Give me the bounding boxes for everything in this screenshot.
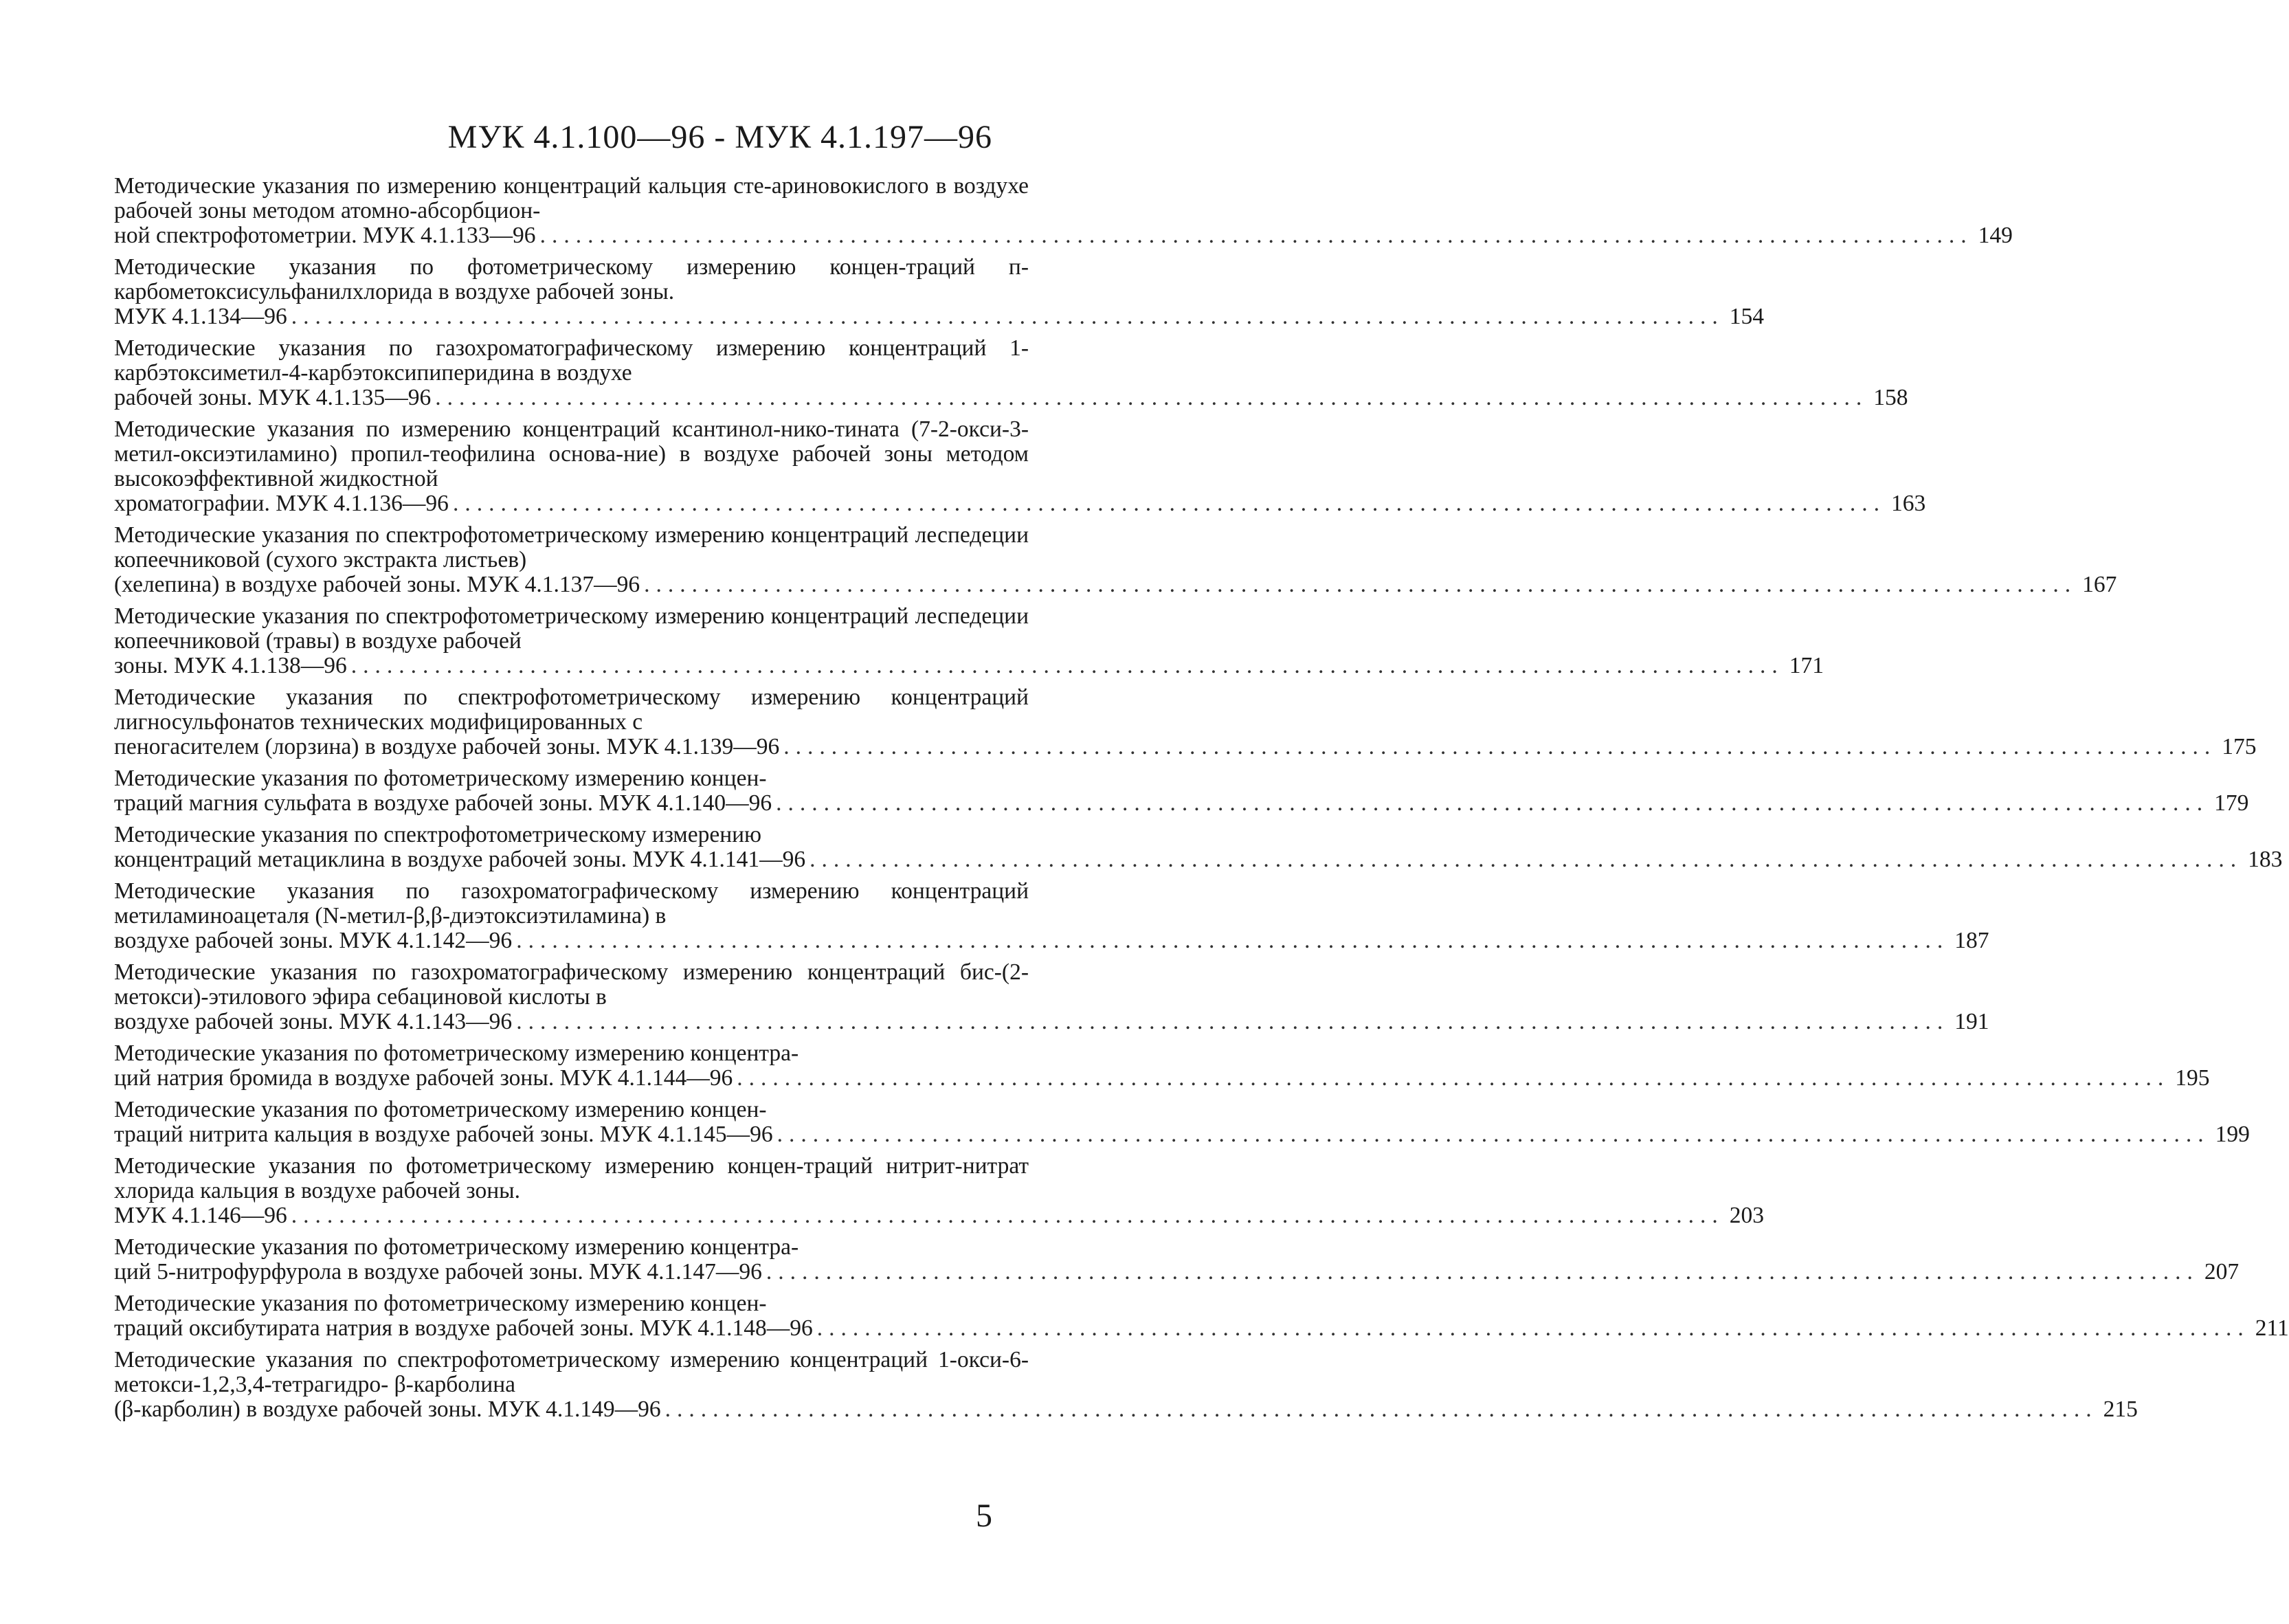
toc-entry-page: 179: [2214, 790, 2249, 816]
toc-entry-code: траций нитрита кальция в воздухе рабочей зоны. МУК 4.1.145—96: [114, 1122, 773, 1147]
dot-leader: ........................................................................................................................: [766, 1259, 2199, 1284]
toc-entry-final-line: [114, 572, 2117, 597]
dot-leader: ........................................................................................................................: [816, 1315, 2250, 1341]
toc-entry-text: Методические указания по спектрофотометрическому измерению концентраций 1-окси-6-метокси-1,2,3,4-тетрагидро- β-карболина: [114, 1347, 1029, 1397]
dot-leader: ........................................................................................................................: [516, 1009, 1950, 1034]
toc-entry-code: концентраций метациклина в воздухе рабочей зоны. МУК 4.1.141—96: [114, 847, 806, 872]
toc-entry[interactable]: [114, 335, 1908, 410]
dot-leader: ........................................................................................................................: [539, 223, 1973, 248]
toc-entry-code: пеногасителем (лорзина) в воздухе рабочей зоны. МУК 4.1.139—96: [114, 734, 780, 759]
dot-leader: ........................................................................................................................: [516, 928, 1950, 953]
page-number: 5: [976, 1498, 992, 1534]
toc-entry-code: хроматографии. МУК 4.1.136—96: [114, 491, 449, 516]
toc-entry-code: траций оксибутирата натрия в воздухе рабочей зоны. МУК 4.1.148—96: [114, 1315, 813, 1341]
toc-entry-code: траций магния сульфата в воздухе рабочей зоны. МУК 4.1.140—96: [114, 790, 772, 816]
toc-entry-text: Методические указания по измерению концентраций ксантинол-нико-тината (7-2-окси-3-метил-оксиэтиламино) пропил-теофилина основа-ние) в воздухе рабочей зоны методом высокоэффективной жидкостной: [114, 416, 1029, 491]
toc-entry-page: 149: [1978, 223, 2013, 248]
toc-entry-text: Методические указания по спектрофотометрическому измерению концентраций леспедеции копеечниковой (сухого экстракта листьев): [114, 522, 1029, 572]
toc-entry-code: ций натрия бромида в воздухе рабочей зоны. МУК 4.1.144—96: [114, 1065, 733, 1091]
toc-entry[interactable]: [114, 173, 2013, 248]
toc-entry-final-line: [114, 1122, 2250, 1147]
toc-entry-page: 215: [2103, 1397, 2138, 1422]
toc-entry[interactable]: [114, 416, 1926, 516]
toc-entry-page: 167: [2082, 572, 2117, 597]
toc-entry-code: рабочей зоны. МУК 4.1.135—96: [114, 385, 432, 410]
toc-entry-text: Методические указания по фотометрическому измерению концентра-: [114, 1041, 799, 1066]
toc-entry-page: 163: [1890, 491, 1926, 516]
dot-leader: ........................................................................................................................: [783, 734, 2217, 759]
toc-entry[interactable]: [114, 878, 1989, 953]
toc-entry-final-line: [114, 1065, 2210, 1091]
dot-leader: ........................................................................................................................: [737, 1065, 2170, 1091]
toc-entry-final-line: [114, 1203, 1764, 1228]
toc-entry-page: 187: [1954, 928, 1989, 953]
toc-entry[interactable]: [114, 766, 2249, 816]
toc-entry[interactable]: [114, 1041, 2210, 1091]
header-title: МУК 4.1.100—96 - МУК 4.1.197—96: [447, 119, 992, 155]
dot-leader: ........................................................................................................................: [452, 491, 1886, 516]
toc-entry-code: ций 5-нитрофурфурола в воздухе рабочей зоны. МУК 4.1.147—96: [114, 1259, 762, 1284]
toc-entry-text: Методические указания по спектрофотометрическому измерению концентраций лигносульфонатов технических модифицированных с: [114, 685, 1029, 735]
toc-entry-final-line: [114, 385, 1908, 410]
dot-leader: ........................................................................................................................: [644, 572, 2077, 597]
toc-entry-page: 207: [2204, 1259, 2240, 1284]
toc-entry-page: 171: [1789, 653, 1824, 678]
toc-entry-text: Методические указания по фотометрическому измерению концен-: [114, 1291, 767, 1316]
toc-entry[interactable]: [114, 822, 2283, 872]
toc-entry[interactable]: [114, 603, 1824, 678]
dot-leader: ........................................................................................................................: [435, 385, 1868, 410]
toc-entry-page: 199: [2215, 1122, 2250, 1147]
toc-entry-final-line: [114, 928, 1989, 953]
toc-entry[interactable]: [114, 522, 2117, 597]
toc-entry-page: 175: [2222, 734, 2257, 759]
toc-entry-page: 191: [1954, 1009, 1989, 1034]
toc-entry[interactable]: [114, 685, 2257, 759]
toc-entry-text: Методические указания по спектрофотометрическому измерению концентраций леспедеции копеечниковой (травы) в воздухе рабочей: [114, 603, 1029, 654]
toc-entry[interactable]: [114, 254, 1764, 329]
running-header: [0, 118, 992, 156]
toc-entry-text: Методические указания по газохроматографическому измерению концентраций 1-карбэтоксиметил-4-карбэтоксипиперидина в воздухе: [114, 335, 1029, 386]
toc-entry-page: 211: [2255, 1315, 2289, 1341]
toc-entry-final-line: [114, 790, 2249, 816]
toc-entry[interactable]: [114, 1291, 2289, 1341]
toc-entry[interactable]: [114, 1153, 1764, 1228]
dot-leader: ........................................................................................................................: [809, 847, 2243, 872]
table-of-contents: [114, 173, 2289, 1429]
toc-entry-code: МУК 4.1.146—96: [114, 1203, 287, 1228]
toc-entry-code: (хелепина) в воздухе рабочей зоны. МУК 4.1.137—96: [114, 572, 640, 597]
toc-entry[interactable]: [114, 1234, 2240, 1284]
dot-leader: ........................................................................................................................: [777, 1122, 2210, 1147]
toc-entry-page: 158: [1873, 385, 1908, 410]
toc-entry[interactable]: [114, 1347, 2138, 1422]
toc-entry-final-line: [114, 223, 2013, 248]
toc-entry-code: (β-карболин) в воздухе рабочей зоны. МУК 4.1.149—96: [114, 1397, 661, 1422]
toc-entry-text: Методические указания по фотометрическому измерению концен-траций п-карбометоксисульфанилхлорида в воздухе рабочей зоны.: [114, 254, 1029, 304]
toc-entry-code: воздухе рабочей зоны. МУК 4.1.143—96: [114, 1009, 513, 1034]
toc-entry-final-line: [114, 734, 2257, 759]
toc-entry-page: 183: [2248, 847, 2283, 872]
dot-leader: ........................................................................................................................: [291, 304, 1724, 329]
toc-entry-final-line: [114, 1259, 2240, 1284]
toc-entry-final-line: [114, 1397, 2138, 1422]
toc-entry-final-line: [114, 847, 2283, 872]
toc-entry-code: ной спектрофотометрии. МУК 4.1.133—96: [114, 223, 536, 248]
dot-leader: ........................................................................................................................: [665, 1397, 2098, 1422]
toc-entry-text: Методические указания по спектрофотометрическому измерению: [114, 822, 762, 847]
toc-entry[interactable]: [114, 1097, 2250, 1147]
toc-entry-page: 154: [1729, 304, 1764, 329]
toc-entry-text: Методические указания по фотометрическому измерению концентра-: [114, 1234, 799, 1260]
toc-entry-final-line: [114, 1009, 1989, 1034]
toc-entry-page: 195: [2175, 1065, 2210, 1091]
toc-entry-final-line: [114, 491, 1926, 516]
toc-entry-code: воздухе рабочей зоны. МУК 4.1.142—96: [114, 928, 513, 953]
toc-entry-code: МУК 4.1.134—96: [114, 304, 287, 329]
dot-leader: ........................................................................................................................: [291, 1203, 1724, 1228]
toc-entry-final-line: [114, 1315, 2289, 1341]
toc-entry[interactable]: [114, 959, 1989, 1034]
toc-entry-final-line: [114, 653, 1824, 678]
toc-entry-page: 203: [1729, 1203, 1764, 1228]
toc-entry-code: зоны. МУК 4.1.138—96: [114, 653, 347, 678]
toc-entry-text: Методические указания по фотометрическому измерению концен-: [114, 1097, 767, 1122]
toc-entry-final-line: [114, 304, 1764, 329]
toc-entry-text: Методические указания по измерению концентраций кальция сте-ариновокислого в воздухе рабочей зоны методом атомно-абсорбцион-: [114, 173, 1029, 223]
dot-leader: ........................................................................................................................: [776, 790, 2209, 816]
toc-entry-text: Методические указания по фотометрическому измерению концен-траций нитрит-нитрат хлорида кальция в воздухе рабочей зоны.: [114, 1153, 1029, 1203]
toc-entry-text: Методические указания по газохроматографическому измерению концентраций метиламиноацеталя (N-метил-β,β-диэтоксиэтиламина) в: [114, 878, 1029, 928]
toc-entry-text: Методические указания по газохроматографическому измерению концентраций бис-(2-метокси)-этилового эфира себациновой кислоты в: [114, 959, 1029, 1010]
toc-entry-text: Методические указания по фотометрическому измерению концен-: [114, 766, 767, 791]
dot-leader: ........................................................................................................................: [350, 653, 1784, 678]
